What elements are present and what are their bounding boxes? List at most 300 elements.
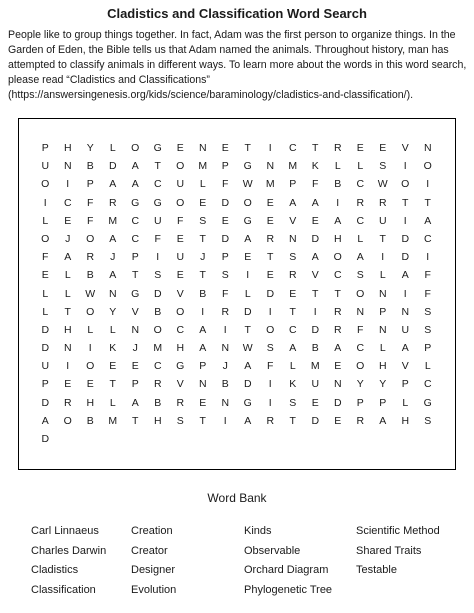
- grid-cell: L: [379, 269, 386, 282]
- grid-cell: I: [268, 305, 272, 318]
- grid-cell: C: [63, 196, 72, 209]
- grid-cell: A: [199, 342, 207, 355]
- grid-cell: E: [221, 214, 229, 227]
- grid-cell: U: [41, 160, 50, 173]
- word-bank-entry: Creation: [131, 525, 173, 537]
- grid-cell: S: [266, 342, 274, 355]
- grid-cell: L: [199, 178, 206, 191]
- word-bank-entry: Designer: [131, 564, 176, 576]
- word-bank-entry: Observable: [244, 544, 301, 557]
- grid-cell: W: [242, 342, 253, 355]
- grid-cell: I: [268, 396, 272, 409]
- grid-cell: R: [153, 378, 162, 391]
- grid-cell: N: [378, 323, 387, 336]
- grid-cell: G: [153, 196, 162, 209]
- grid-cell: I: [201, 305, 205, 318]
- grid-cell: H: [401, 414, 410, 427]
- grid-cell: H: [63, 323, 72, 336]
- grid-cell: T: [334, 287, 341, 300]
- grid-cell: L: [64, 287, 71, 300]
- grid-cell: I: [403, 160, 407, 173]
- grid-cell: E: [176, 269, 184, 282]
- grid-cell: T: [244, 323, 251, 336]
- grid-cell: E: [266, 214, 274, 227]
- grid-cell: E: [379, 142, 387, 154]
- grid-cell: H: [63, 142, 72, 154]
- grid-cell: C: [356, 214, 365, 227]
- word-bank-column: [244, 522, 356, 600]
- grid-cell: P: [379, 396, 387, 409]
- grid-cell: A: [109, 269, 117, 282]
- grid-cell: C: [153, 360, 162, 373]
- grid-cell: N: [63, 160, 72, 173]
- grid-cell: O: [86, 232, 95, 245]
- grid-cell: G: [423, 396, 432, 409]
- grid-cell: R: [108, 196, 117, 209]
- grid-cell: E: [199, 396, 207, 409]
- grid-cell: S: [424, 323, 432, 336]
- grid-cell: P: [221, 160, 229, 173]
- grid-cell: M: [288, 160, 298, 173]
- grid-cell: T: [154, 160, 161, 173]
- word-bank-entry: Creator: [131, 544, 168, 557]
- grid-cell: R: [378, 196, 387, 209]
- grid-cell: N: [401, 305, 410, 318]
- page-title: Cladistics and Classification Word Search: [107, 6, 367, 21]
- grid-cell: K: [109, 342, 117, 355]
- grid-cell: N: [221, 396, 230, 409]
- grid-cell: D: [311, 323, 320, 336]
- grid-cell: E: [109, 360, 117, 373]
- word-bank-entry: Kinds: [244, 525, 272, 537]
- word-bank-entry: Testable: [356, 564, 397, 576]
- grid-cell: N: [63, 342, 72, 355]
- grid-cell: L: [109, 396, 116, 409]
- grid-cell: I: [336, 196, 340, 209]
- grid-cell: P: [41, 142, 49, 154]
- grid-cell: A: [131, 160, 139, 173]
- grid-cell: E: [356, 142, 364, 154]
- grid-cell: O: [41, 232, 50, 245]
- intro-text: People like to group things together. In fact, Adam was the first person to organize things. In the Garden of Eden, the Bible tells us that Adam named the animals. Throughout history, man has attempted to classify animals in different ways. To learn more about the words in this word search, please read “Cladistics and Classifications” (https://answersingenesis.org/kids/science/baraminology/cladistics-and-classification/).: [8, 29, 467, 101]
- grid-cell: S: [221, 269, 229, 282]
- grid-cell: M: [198, 160, 208, 173]
- grid-cell: I: [313, 305, 317, 318]
- grid-cell: O: [266, 323, 275, 336]
- grid-cell: L: [87, 323, 94, 336]
- grid-cell: T: [267, 251, 274, 264]
- grid-cell: L: [334, 160, 341, 173]
- grid-cell: N: [333, 378, 342, 391]
- grid-cell: V: [176, 287, 184, 300]
- word-bank-entry: Carl Linnaeus: [31, 525, 99, 537]
- grid-cell: D: [153, 287, 162, 300]
- grid-cell: S: [356, 269, 364, 282]
- intro-paragraph: [8, 28, 470, 103]
- grid-cell: P: [41, 378, 49, 391]
- grid-cell: I: [223, 414, 227, 427]
- grid-cell: O: [356, 360, 365, 373]
- grid-cell: I: [403, 287, 407, 300]
- grid-cell: C: [356, 178, 365, 191]
- grid-cell: W: [242, 178, 253, 191]
- grid-cell: L: [42, 214, 49, 227]
- word-bank-entry: Shared Traits: [356, 544, 422, 557]
- grid-cell: N: [198, 378, 207, 391]
- grid-cell: P: [131, 251, 139, 264]
- grid-cell: Y: [109, 305, 117, 318]
- grid-cell: L: [289, 360, 296, 373]
- grid-cell: T: [424, 196, 431, 209]
- grid-cell: S: [289, 251, 297, 264]
- grid-cell: R: [356, 196, 365, 209]
- grid-cell: A: [289, 196, 297, 209]
- grid-cell: G: [176, 360, 185, 373]
- grid-cell: S: [379, 160, 387, 173]
- grid-cell: L: [357, 160, 364, 173]
- grid-cell: D: [401, 232, 410, 245]
- grid-cell: L: [109, 142, 116, 154]
- grid-cell: C: [333, 269, 342, 282]
- grid-cell: G: [131, 196, 140, 209]
- grid-cell: V: [131, 305, 139, 318]
- word-bank-entry: Charles Darwin: [31, 544, 107, 557]
- grid-cell: A: [401, 342, 409, 355]
- grid-cell: I: [403, 214, 407, 227]
- grid-cell: D: [41, 433, 50, 445]
- grid-cell: E: [199, 196, 207, 209]
- grid-cell: D: [311, 232, 320, 245]
- grid-cell: E: [334, 360, 342, 373]
- grid-cell: D: [243, 305, 252, 318]
- grid-cell: P: [424, 342, 432, 355]
- grid-cell: A: [109, 232, 117, 245]
- grid-cell: V: [176, 378, 184, 391]
- grid-cell: P: [86, 178, 94, 191]
- grid-cell: P: [356, 396, 364, 409]
- grid-cell: I: [426, 178, 430, 191]
- grid-cell: O: [63, 414, 72, 427]
- grid-cell: B: [86, 269, 94, 282]
- grid-cell: H: [333, 232, 342, 245]
- grid-cell: J: [200, 251, 206, 264]
- grid-cell: F: [424, 269, 431, 282]
- word-bank-entry: Evolution: [131, 583, 177, 596]
- grid-cell: P: [221, 251, 229, 264]
- grid-cell: T: [109, 378, 116, 391]
- grid-cell: J: [132, 342, 138, 355]
- grid-cell: N: [221, 342, 230, 355]
- grid-cell: E: [244, 251, 252, 264]
- grid-cell: A: [311, 251, 319, 264]
- grid-cell: U: [378, 214, 387, 227]
- grid-cell: M: [108, 414, 118, 427]
- grid-cell: D: [41, 323, 50, 336]
- grid-cell: R: [63, 396, 72, 409]
- grid-cell: T: [64, 305, 71, 318]
- grid-cell: M: [108, 214, 118, 227]
- grid-cell: O: [333, 251, 342, 264]
- grid-cell: N: [131, 323, 140, 336]
- grid-cell: T: [132, 414, 139, 427]
- grid-cell: S: [289, 396, 297, 409]
- grid-cell: R: [333, 323, 342, 336]
- grid-cell: A: [131, 178, 139, 191]
- word-bank-entry: Scientific Method: [356, 525, 440, 537]
- grid-cell: E: [311, 396, 319, 409]
- grid-cell: A: [334, 342, 342, 355]
- grid-cell: I: [381, 251, 385, 264]
- grid-cell: D: [108, 160, 117, 173]
- grid-cell: S: [199, 214, 207, 227]
- grid-cell: D: [221, 232, 230, 245]
- word-bank-entry: Phylogenetic Tree: [244, 583, 333, 596]
- grid-cell: U: [176, 251, 185, 264]
- grid-cell: F: [87, 214, 94, 227]
- grid-cell: U: [176, 178, 185, 191]
- grid-cell: N: [266, 160, 275, 173]
- grid-cell: P: [289, 178, 297, 191]
- grid-cell: D: [266, 287, 275, 300]
- grid-cell: T: [289, 305, 296, 318]
- grid-cell: K: [311, 160, 319, 173]
- grid-cell: M: [153, 342, 163, 355]
- grid-cell: E: [266, 196, 274, 209]
- grid-cell: H: [153, 414, 162, 427]
- grid-cell: D: [41, 342, 50, 355]
- grid-cell: R: [356, 414, 365, 427]
- grid-cell: A: [289, 342, 297, 355]
- grid-cell: O: [131, 142, 140, 154]
- grid-cell: W: [377, 178, 388, 191]
- grid-cell: F: [42, 251, 49, 264]
- grid-cell: I: [43, 196, 47, 209]
- grid-cell: E: [176, 232, 184, 245]
- grid-cell: B: [221, 378, 229, 391]
- grid-cell: G: [243, 214, 252, 227]
- grid-cell: A: [131, 396, 139, 409]
- grid-cell: H: [86, 396, 95, 409]
- grid-cell: L: [64, 269, 71, 282]
- grid-cell: J: [110, 251, 116, 264]
- grid-cell: E: [334, 414, 342, 427]
- grid-cell: V: [311, 269, 319, 282]
- grid-cell: O: [176, 305, 185, 318]
- grid-cell: C: [423, 378, 432, 391]
- grid-cell: N: [356, 305, 365, 318]
- grid-cell: F: [87, 196, 94, 209]
- grid-cell: H: [176, 342, 185, 355]
- grid-cell: Y: [356, 378, 364, 391]
- grid-cell: T: [312, 142, 319, 154]
- grid-cell: S: [154, 269, 162, 282]
- grid-cell: R: [86, 251, 95, 264]
- grid-cell: A: [334, 214, 342, 227]
- grid-cell: G: [243, 396, 252, 409]
- grid-cell: G: [153, 142, 162, 154]
- grid-cell: N: [198, 142, 207, 154]
- grid-cell: A: [356, 251, 364, 264]
- grid-cell: B: [199, 287, 207, 300]
- word-bank-entry: Classification: [31, 583, 96, 596]
- grid-cell: A: [379, 414, 387, 427]
- grid-cell: D: [333, 396, 342, 409]
- grid-cell: E: [131, 360, 139, 373]
- grid-cell: B: [86, 414, 94, 427]
- grid-cell: L: [424, 360, 431, 373]
- grid-cell: U: [401, 323, 410, 336]
- grid-cell: N: [288, 232, 297, 245]
- grid-cell: N: [378, 287, 387, 300]
- grid-cell: U: [153, 214, 162, 227]
- word-bank: [31, 522, 471, 600]
- grid-cell: J: [65, 232, 71, 245]
- grid-cell: V: [401, 360, 409, 373]
- grid-cell: T: [379, 232, 386, 245]
- grid-cell: A: [109, 178, 117, 191]
- grid-cell: I: [66, 360, 70, 373]
- grid-cell: E: [289, 287, 297, 300]
- grid-cell: F: [424, 287, 431, 300]
- grid-cell: I: [246, 269, 250, 282]
- grid-cell: H: [378, 360, 387, 373]
- grid-cell: D: [41, 396, 50, 409]
- grid-cell: O: [356, 287, 365, 300]
- grid-cell: C: [423, 232, 432, 245]
- grid-cell: S: [424, 305, 432, 318]
- grid-cell: C: [153, 178, 162, 191]
- grid-cell: E: [221, 142, 229, 154]
- grid-cell: D: [401, 251, 410, 264]
- grid-cell: R: [333, 142, 342, 154]
- grid-cell: E: [64, 378, 72, 391]
- grid-cell: V: [289, 214, 297, 227]
- grid-cell: A: [424, 214, 432, 227]
- grid-cell: F: [312, 178, 319, 191]
- grid-cell: A: [64, 251, 72, 264]
- grid-cell: O: [176, 196, 185, 209]
- word-bank-entry: Cladistics: [31, 564, 79, 576]
- grid-cell: L: [42, 305, 49, 318]
- grid-cell: T: [312, 287, 319, 300]
- grid-cell: O: [86, 360, 95, 373]
- grid-cell: G: [131, 287, 140, 300]
- grid-cell: N: [423, 142, 432, 154]
- grid-cell: E: [41, 269, 49, 282]
- grid-cell: T: [132, 269, 139, 282]
- grid-cell: O: [153, 323, 162, 336]
- grid-cell: Y: [86, 142, 94, 154]
- grid-cell: S: [424, 414, 432, 427]
- grid-cell: F: [177, 214, 184, 227]
- grid-cell: U: [311, 378, 320, 391]
- grid-cell: N: [108, 287, 117, 300]
- grid-cell: I: [88, 342, 92, 355]
- grid-cell: I: [268, 142, 272, 154]
- grid-cell: T: [199, 232, 206, 245]
- grid-cell: E: [266, 269, 274, 282]
- grid-cell: B: [311, 342, 319, 355]
- grid-cell: R: [266, 414, 275, 427]
- grid-cell: A: [199, 323, 207, 336]
- grid-cell: R: [176, 396, 185, 409]
- grid-cell: T: [199, 414, 206, 427]
- grid-cell: F: [222, 287, 229, 300]
- grid-cell: E: [176, 142, 184, 154]
- grid-cell: L: [357, 232, 364, 245]
- grid-cell: R: [333, 305, 342, 318]
- grid-cell: B: [86, 160, 94, 173]
- grid-cell: L: [109, 323, 116, 336]
- grid-cell: F: [154, 232, 161, 245]
- grid-cell: C: [288, 142, 297, 154]
- word-bank-column: [356, 522, 471, 600]
- grid-cell: Y: [379, 378, 387, 391]
- grid-cell: I: [66, 178, 70, 191]
- grid-cell: A: [244, 232, 252, 245]
- grid-cell: P: [379, 305, 387, 318]
- word-bank-heading: Word Bank: [207, 491, 267, 505]
- grid-cell: M: [265, 178, 275, 191]
- grid-cell: D: [311, 414, 320, 427]
- grid-cell: I: [268, 378, 272, 391]
- grid-cell: C: [356, 342, 365, 355]
- grid-cell: G: [243, 160, 252, 173]
- grid-cell: I: [223, 323, 227, 336]
- grid-cell: O: [423, 160, 432, 173]
- grid-cell: C: [131, 232, 140, 245]
- grid-cell: S: [176, 414, 184, 427]
- word-search-puzzle: [18, 118, 456, 470]
- word-bank-column: [131, 522, 244, 600]
- grid-cell: T: [244, 142, 251, 154]
- grid-cell: P: [199, 360, 207, 373]
- grid-cell: P: [401, 378, 409, 391]
- grid-cell: D: [221, 196, 230, 209]
- grid-cell: C: [176, 323, 185, 336]
- grid-cell: R: [221, 305, 230, 318]
- grid-cell: A: [41, 414, 49, 427]
- grid-cell: O: [176, 160, 185, 173]
- word-bank-column: [31, 522, 131, 600]
- grid-cell: B: [334, 178, 342, 191]
- grid-cell: L: [402, 396, 409, 409]
- grid-cell: K: [289, 378, 297, 391]
- grid-cell: D: [243, 378, 252, 391]
- grid-cell: M: [310, 360, 320, 373]
- grid-cell: R: [288, 269, 297, 282]
- grid-cell: B: [154, 305, 162, 318]
- grid-cell: R: [266, 232, 275, 245]
- grid-cell: V: [401, 142, 409, 154]
- grid-cell: L: [379, 342, 386, 355]
- grid-cell: O: [401, 178, 410, 191]
- grid-cell: P: [131, 378, 139, 391]
- grid-cell: W: [85, 287, 96, 300]
- grid-cell: B: [154, 396, 162, 409]
- grid-cell: L: [42, 287, 49, 300]
- grid-cell: A: [311, 196, 319, 209]
- grid-cell: L: [244, 287, 251, 300]
- grid-cell: E: [311, 214, 319, 227]
- grid-cell: I: [426, 251, 430, 264]
- letter-grid: [34, 139, 439, 466]
- grid-cell: A: [244, 414, 252, 427]
- grid-cell: F: [222, 178, 229, 191]
- grid-cell: C: [131, 214, 140, 227]
- grid-cell: A: [401, 269, 409, 282]
- grid-cell: F: [357, 323, 364, 336]
